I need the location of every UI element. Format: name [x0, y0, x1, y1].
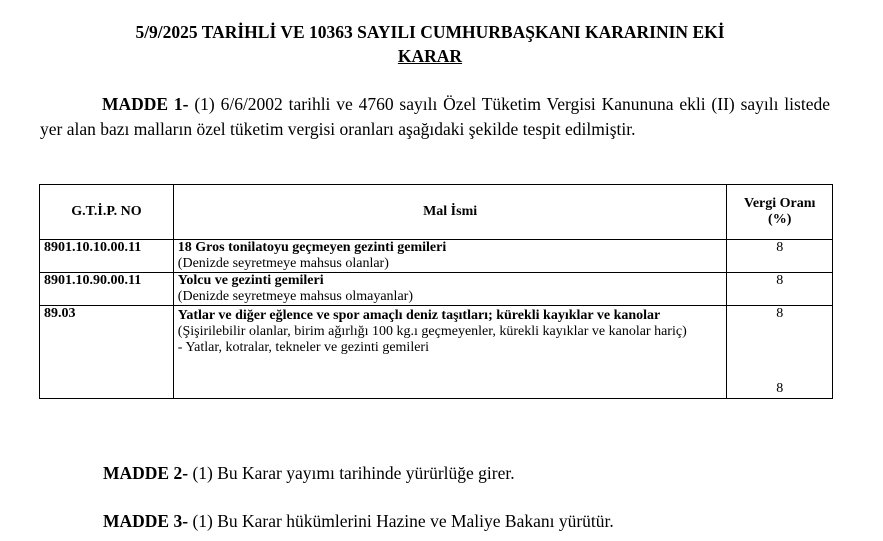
document-title — [60, 20, 800, 68]
row-name-cell — [173, 306, 727, 399]
madde-2-text: (1) Bu Karar yayımı tarihinde yürürlüğe girer. — [188, 463, 515, 483]
row-name: 18 Gros tonilatoyu geçmeyen gezinti gemileri — [177, 240, 447, 255]
header-vergi-orani: Vergi Oranı (%) — [727, 185, 833, 240]
tax-rate-table — [39, 184, 833, 399]
table-row — [40, 240, 833, 273]
row-rate: 8 — [776, 306, 784, 321]
row-code: 8901.10.10.00.11 — [40, 240, 174, 273]
row-note: (Denizde seyretmeye mahsus olanlar) — [177, 256, 389, 271]
row-code: 89.03 — [40, 306, 174, 399]
row-name-cell — [173, 240, 727, 273]
madde-1-label: MADDE 1- — [102, 94, 189, 114]
madde-3-text: (1) Bu Karar hükümlerini Hazine ve Maliye Bakanı yürütür. — [188, 511, 614, 531]
madde-2-paragraph — [103, 461, 515, 485]
title-line-1: 5/9/2025 TARİHLİ VE 10363 SAYILI CUMHURBAŞKANI KARARININ EKİ — [135, 22, 725, 42]
madde-2-label: MADDE 2- — [103, 463, 189, 483]
table-row — [40, 273, 833, 306]
row-name: Yatlar ve diğer eğlence ve spor amaçlı deniz taşıtları; kürekli kayıklar ve kanolar — [177, 308, 661, 323]
table-row — [40, 306, 833, 399]
row-note: (Denizde seyretmeye mahsus olmayanlar) — [177, 289, 413, 304]
header-gtip-no: G.T.İ.P. NO — [40, 185, 174, 240]
row-name-cell — [173, 273, 727, 306]
row-name: Yolcu ve gezinti gemileri — [177, 273, 324, 288]
row-code: 8901.10.90.00.11 — [40, 273, 174, 306]
madde-1-text: (1) 6/6/2002 tarihli ve 4760 sayılı Özel Tüketim Vergisi Kanununa ekli (II) sayılı listede yer alan bazı malların özel tüketim vergisi oranları aşağıdaki şekilde tespit edilmiştir. — [40, 94, 830, 139]
row-rate-cell — [727, 306, 833, 399]
row-rate: 8 — [727, 240, 833, 273]
row-note: (Şişirilebilir olanlar, birim ağırlığı 100 kg.ı geçmeyenler, kürekli kayıklar ve kanolar hariç) — [177, 324, 687, 339]
row-rate: 8 — [727, 273, 833, 306]
madde-3-label: MADDE 3- — [103, 511, 189, 531]
table-header-row — [40, 185, 833, 240]
madde-1-paragraph — [40, 92, 830, 142]
row-sub-item: - Yatlar, kotralar, tekneler ve gezinti gemileri — [177, 340, 429, 355]
row-sub-rate: 8 — [776, 381, 784, 396]
title-line-2: KARAR — [397, 46, 463, 66]
header-mal-ismi: Mal İsmi — [173, 185, 727, 240]
madde-3-paragraph — [103, 509, 614, 533]
